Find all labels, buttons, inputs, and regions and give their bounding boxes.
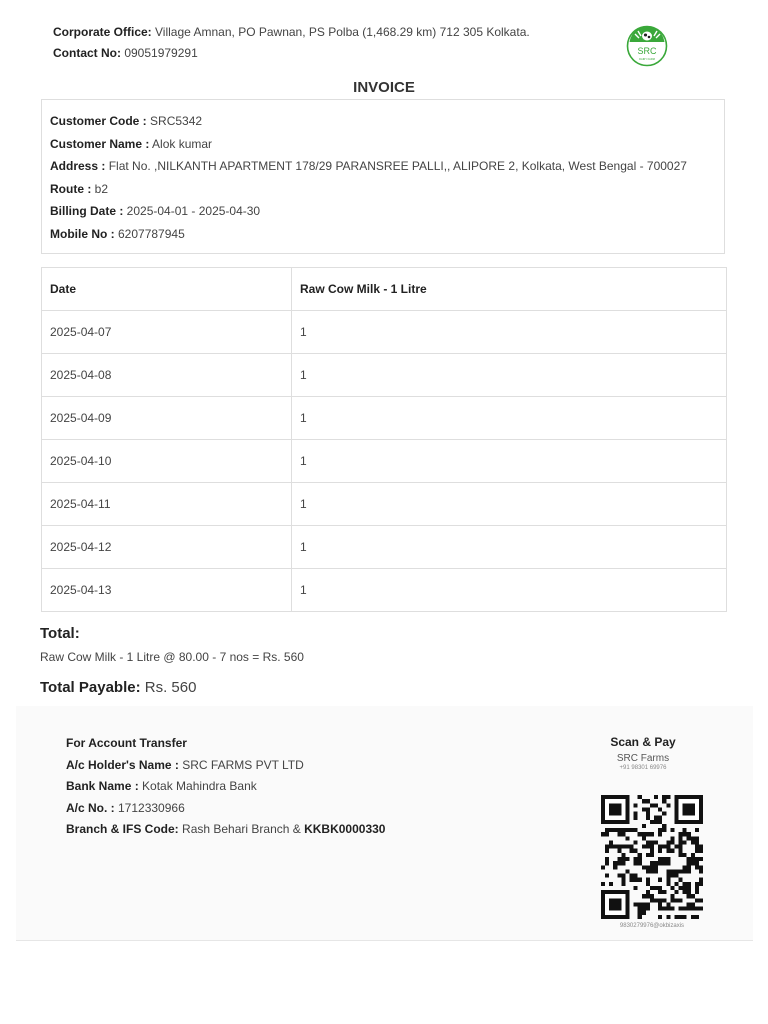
payee-phone: +91 98301 69976	[619, 765, 667, 771]
column-header-product: Raw Cow Milk - 1 Litre	[292, 268, 727, 311]
table-row	[42, 397, 727, 440]
qr-code-icon[interactable]	[601, 795, 703, 919]
cell-quantity: 1	[292, 311, 727, 354]
cell-date: 2025-04-10	[42, 440, 292, 483]
customer-code: Customer Code : SRC5342	[50, 114, 203, 128]
customer-route: Route : b2	[50, 181, 109, 196]
upi-id: 9830279976@okbizaxis	[619, 923, 685, 929]
invoice-title: INVOICE	[353, 79, 415, 96]
cell-quantity: 1	[292, 483, 727, 526]
table-row	[42, 440, 727, 483]
customer-address: Address : Flat No. ,NILKANTH APARTMENT 178/29 PARANSREE PALLI,, ALIPORE 2, Kolkata, West Bengal - 700027	[50, 159, 687, 173]
column-header-date: Date	[42, 268, 292, 311]
cell-date: 2025-04-12	[42, 526, 292, 569]
account-holder: A/c Holder's Name : SRC FARMS PVT LTD	[66, 757, 304, 772]
account-number: A/c No. : 1712330966	[66, 800, 185, 815]
billing-date: Billing Date : 2025-04-01 - 2025-04-30	[50, 204, 261, 218]
scan-pay-block	[588, 735, 698, 771]
total-label: Total:	[40, 625, 80, 642]
cell-date: 2025-04-07	[42, 311, 292, 354]
branch-ifsc: Branch & IFS Code: Rash Behari Branch & KKBK0000330	[66, 822, 386, 836]
table-header-row	[42, 268, 727, 311]
customer-name: Customer Name : Alok kumar	[50, 136, 213, 151]
delivery-table	[41, 267, 727, 612]
table-row	[42, 569, 727, 612]
cell-quantity: 1	[292, 354, 727, 397]
cell-quantity: 1	[292, 526, 727, 569]
cell-quantity: 1	[292, 569, 727, 612]
customer-mobile: Mobile No : 6207787945	[50, 226, 185, 241]
office-header	[53, 22, 530, 64]
total-payable: Total Payable: Rs. 560	[40, 679, 197, 696]
bank-name: Bank Name : Kotak Mahindra Bank	[66, 779, 257, 793]
logo-subtext: DAIRY FARM	[639, 58, 655, 61]
cow-logo-icon	[626, 22, 668, 70]
contact-number: Contact No: 09051979291	[53, 46, 198, 60]
table-row	[42, 483, 727, 526]
cell-date: 2025-04-09	[42, 397, 292, 440]
cell-quantity: 1	[292, 397, 727, 440]
scan-pay-title: Scan & Pay	[610, 735, 676, 749]
table-row	[42, 311, 727, 354]
account-transfer-heading: For Account Transfer	[66, 736, 187, 750]
table-row	[42, 526, 727, 569]
cell-date: 2025-04-13	[42, 569, 292, 612]
bank-details	[66, 733, 385, 841]
total-calculation: Raw Cow Milk - 1 Litre @ 80.00 - 7 nos = Rs. 560	[40, 650, 304, 664]
cell-quantity: 1	[292, 440, 727, 483]
cell-date: 2025-04-11	[42, 483, 292, 526]
logo-text: SRC	[637, 46, 657, 56]
customer-details	[41, 99, 725, 254]
corporate-office: Corporate Office: Village Amnan, PO Pawnan, PS Polba (1,468.29 km) 712 305 Kolkata.	[53, 25, 530, 39]
cell-date: 2025-04-08	[42, 354, 292, 397]
payment-section	[16, 706, 753, 941]
table-row	[42, 354, 727, 397]
payee-name: SRC Farms	[616, 753, 670, 764]
